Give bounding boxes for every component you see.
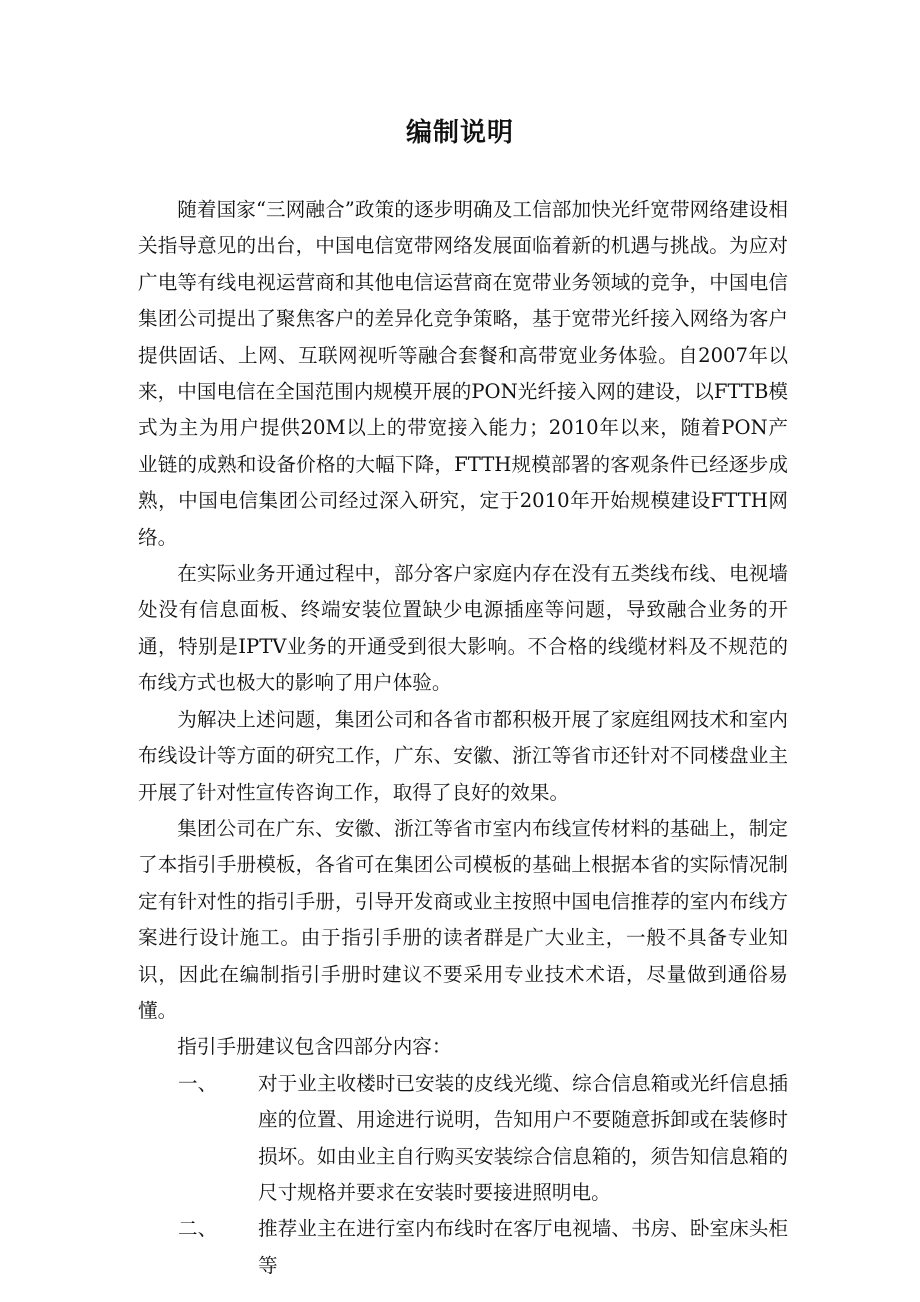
paragraph: 集团公司在广东、安徽、浙江等省市室内布线宣传材料的基础上，制定了本指引手册模板，各省可在集团公司模板的基础上根据本省的实际情况制定有针对性的指引手册，引导开发商或业主按照中国电信推荐的室内布线方案进行设计施工。由于指引手册的读者群是广大业主，一般不具备专业知识，因此在编制指引手册时建议不要采用专业技术术语，尽量做到通俗易懂。	[138, 816, 788, 1022]
paragraph: 随着国家“三网融合”政策的逐步明确及工信部加快光纤宽带网络建设相关指导意见的出台，中国电信宽带网络发展面临着新的机遇与挑战。为应对广电等有线电视运营商和其他电信运营商在宽带业务领域的竞争，中国电信集团公司提出了聚焦客户的差异化竞争策略，基于宽带光纤接入网络为客户提供固话、上网、互联网视听等融合套餐和高带宽业务体验。自2007年以来，中国电信在全国范围内规模开展的PON光纤接入网的建设，以FTTB模式为主为用户提供20M以上的带宽接入能力；2010年以来，随着PON产业链的成熟和设备价格的大幅下降，FTTH规模部署的客观条件已经逐步成熟，中国电信集团公司经过深入研究，定于2010年开始规模建设FTTH网络。	[138, 198, 788, 549]
paragraph: 为解决上述问题，集团公司和各省市都积极开展了家庭组网技术和室内布线设计等方面的研究工作，广东、安徽、浙江等省市还针对不同楼盘业主开展了针对性宣传咨询工作，取得了良好的效果。	[138, 707, 788, 804]
list-item-text: 对于业主收楼时已安装的皮线光缆、综合信息箱或光纤信息插座的位置、用途进行说明，告知用户不要随意拆卸或在装修时损坏。如由业主自行购买安装综合信息箱的，须告知信息箱的尺寸规格并要求在安装时要接进照明电。	[258, 1071, 788, 1204]
list-marker: 一、	[178, 1071, 218, 1095]
list-item-text: 推荐业主在进行室内布线时在客厅电视墙、书房、卧室床头柜等	[258, 1217, 788, 1277]
document-title: 编制说明	[405, 118, 514, 148]
document-body	[138, 192, 788, 1284]
paragraph: 指引手册建议包含四部分内容：	[177, 1035, 452, 1059]
list-item	[138, 1066, 788, 1212]
list-marker: 二、	[178, 1217, 218, 1241]
list-item	[138, 1211, 788, 1284]
paragraph: 在实际业务开通过程中，部分客户家庭内存在没有五类线布线、电视墙处没有信息面板、终端安装位置缺少电源插座等问题，导致融合业务的开通，特别是IPTV业务的开通受到很大影响。不合格的线缆材料及不规范的布线方式也极大的影响了用户体验。	[138, 562, 788, 695]
